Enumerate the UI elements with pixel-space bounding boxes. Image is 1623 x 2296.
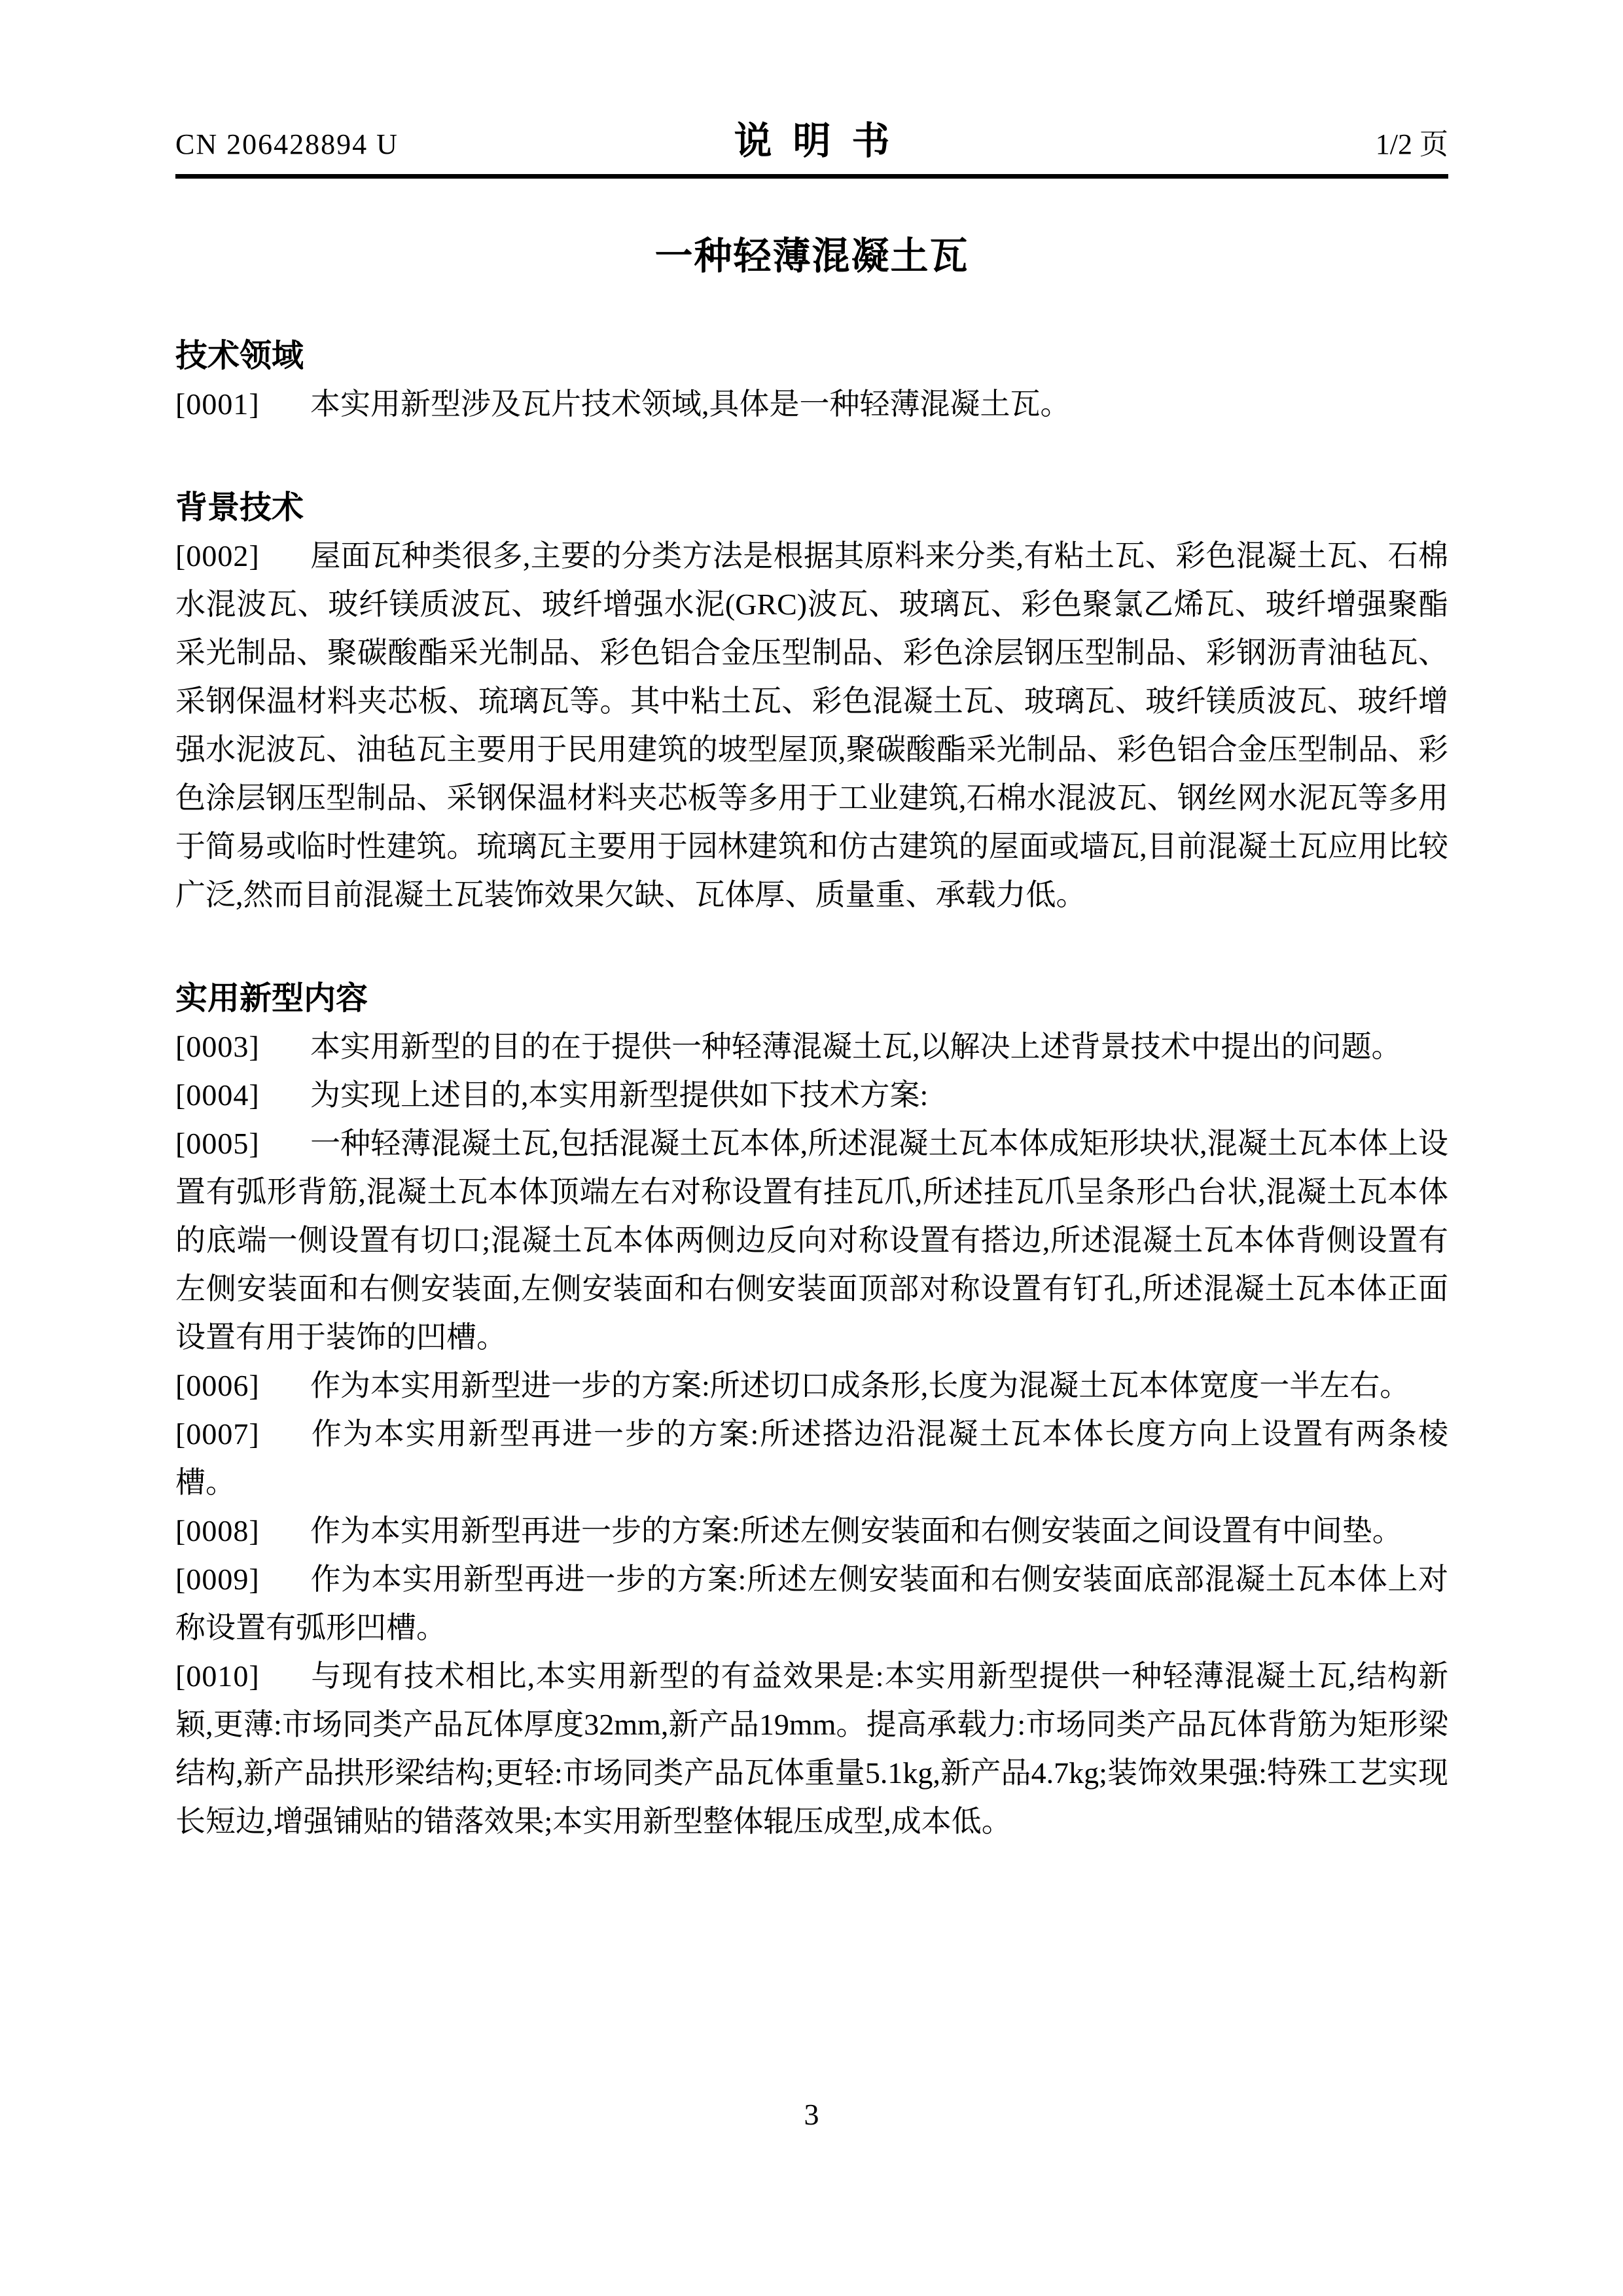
paragraph-number: [0006] — [175, 1369, 260, 1402]
paragraph-0006 — [175, 1362, 1448, 1410]
paragraph-text: 作为本实用新型进一步的方案:所述切口成条形,长度为混凝土瓦本体宽度一半左右。 — [310, 1369, 1410, 1402]
paragraph-0009 — [175, 1555, 1448, 1652]
paragraph-number: [0007] — [175, 1417, 260, 1451]
paragraph-0004 — [175, 1071, 1448, 1120]
section-heading-background-art: 背景技术 — [175, 490, 304, 525]
page-indicator: 1/2 页 — [1375, 128, 1448, 160]
section-heading-technical-field: 技术领域 — [175, 338, 304, 374]
paragraph-text: 与现有技术相比,本实用新型的有益效果是:本实用新型提供一种轻薄混凝土瓦,结构新颖,更薄:市场同类产品瓦体厚度32mm,新产品19mm。提高承载力:市场同类产品瓦体背筋为矩形梁结构,新产品拱形梁结构;更轻:市场同类产品瓦体重量5.1kg,新产品4.7kg;装饰效果强:特殊工艺实现长短边,增强铺贴的错落效果;本实用新型整体辊压成型,成本低。 — [175, 1659, 1448, 1838]
paragraph-text: 作为本实用新型再进一步的方案:所述搭边沿混凝土瓦本体长度方向上设置有两条棱槽。 — [175, 1417, 1448, 1499]
paragraph-0010 — [175, 1652, 1448, 1846]
paragraph-0003 — [175, 1023, 1448, 1071]
page-header — [175, 110, 1448, 165]
paragraph-0002 — [175, 532, 1448, 919]
paragraph-number: [0002] — [175, 539, 260, 573]
paragraph-number: [0003] — [175, 1030, 260, 1063]
page-number: 3 — [804, 2098, 819, 2131]
paragraph-text: 作为本实用新型再进一步的方案:所述左侧安装面和右侧安装面之间设置有中间垫。 — [310, 1514, 1402, 1547]
paragraph-number: [0004] — [175, 1078, 260, 1112]
paragraph-text: 本实用新型涉及瓦片技术领域,具体是一种轻薄混凝土瓦。 — [310, 387, 1071, 421]
paragraph-0007 — [175, 1410, 1448, 1507]
paragraph-text: 作为本实用新型再进一步的方案:所述左侧安装面和右侧安装面底部混凝土瓦本体上对称设置有弧形凹槽。 — [175, 1563, 1448, 1644]
paragraph-text: 屋面瓦种类很多,主要的分类方法是根据其原料来分类,有粘土瓦、彩色混凝土瓦、石棉水混波瓦、玻纤镁质波瓦、玻纤增强水泥(GRC)波瓦、玻璃瓦、彩色聚氯乙烯瓦、玻纤增强聚酯采光制品、聚碳酸酯采光制品、彩色铝合金压型制品、彩色涂层钢压型制品、彩钢沥青油毡瓦、采钢保温材料夹芯板、琉璃瓦等。其中粘土瓦、彩色混凝土瓦、玻璃瓦、玻纤镁质波瓦、玻纤增强水泥波瓦、油毡瓦主要用于民用建筑的坡型屋顶,聚碳酸酯采光制品、彩色铝合金压型制品、彩色涂层钢压型制品、采钢保温材料夹芯板等多用于工业建筑,石棉水混波瓦、钢丝网水泥瓦等多用于简易或临时性建筑。琉璃瓦主要用于园林建筑和仿古建筑的屋面或墙瓦,目前混凝土瓦应用比较广泛,然而目前混凝土瓦装饰效果欠缺、瓦体厚、质量重、承载力低。 — [175, 539, 1448, 911]
header-rule — [175, 174, 1448, 179]
paragraph-text: 本实用新型的目的在于提供一种轻薄混凝土瓦,以解决上述背景技术中提出的问题。 — [310, 1030, 1402, 1063]
paragraph-0005 — [175, 1120, 1448, 1362]
paragraph-0008 — [175, 1507, 1448, 1555]
paragraph-number: [0005] — [175, 1127, 260, 1160]
paragraph-number: [0001] — [175, 387, 260, 421]
patent-number: CN 206428894 U — [175, 128, 399, 160]
paragraph-number: [0009] — [175, 1563, 260, 1596]
paragraph-text: 为实现上述目的,本实用新型提供如下技术方案: — [310, 1078, 929, 1112]
invention-title: 一种轻薄混凝土瓦 — [654, 235, 969, 277]
doc-type-label: 说明书 — [734, 120, 911, 162]
paragraph-number: [0010] — [175, 1659, 260, 1693]
paragraph-text: 一种轻薄混凝土瓦,包括混凝土瓦本体,所述混凝土瓦本体成矩形块状,混凝土瓦本体上设置有弧形背筋,混凝土瓦本体顶端左右对称设置有挂瓦爪,所述挂瓦爪呈条形凸台状,混凝土瓦本体的底端一侧设置有切口;混凝土瓦本体两侧边反向对称设置有搭边,所述混凝土瓦本体背侧设置有左侧安装面和右侧安装面,左侧安装面和右侧安装面顶部对称设置有钉孔,所述混凝土瓦本体正面设置有用于装饰的凹槽。 — [175, 1127, 1448, 1354]
paragraph-number: [0008] — [175, 1514, 260, 1547]
section-heading-utility-model-content: 实用新型内容 — [175, 981, 368, 1016]
paragraph-0001 — [175, 380, 1448, 429]
